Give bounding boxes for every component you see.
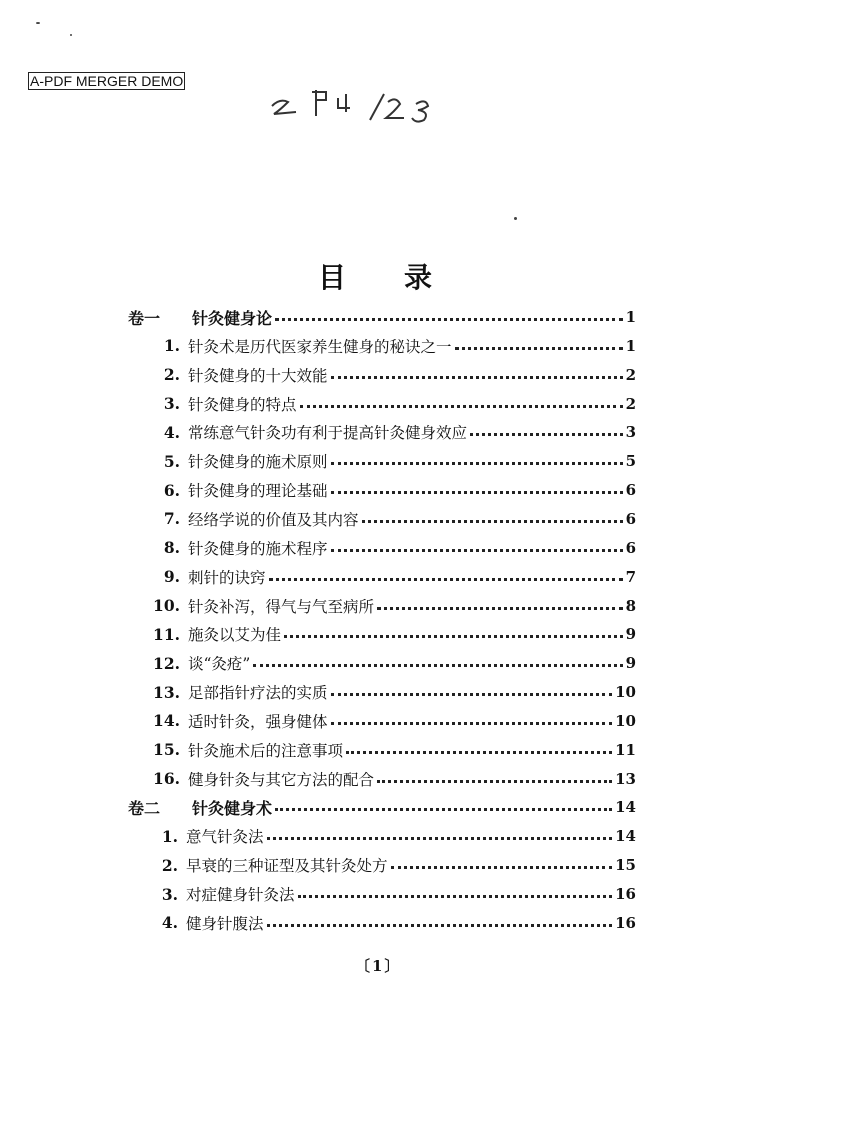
toc-entry-page: 9 bbox=[625, 625, 636, 644]
toc-entry-label: 施灸以艾为佳 bbox=[188, 626, 282, 645]
toc-entry-number: 8. bbox=[163, 538, 180, 558]
speck bbox=[514, 217, 517, 220]
toc-entry-row bbox=[132, 709, 636, 733]
toc-entry-label: 针灸健身论 bbox=[192, 308, 273, 328]
toc-entry-page: 16 bbox=[615, 885, 636, 903]
toc-entry-page: 2 bbox=[625, 394, 636, 413]
toc-dot-leader bbox=[362, 507, 623, 531]
toc-dot-leader bbox=[275, 305, 623, 329]
toc-entry-page: 1 bbox=[625, 336, 636, 355]
toc-entry-row bbox=[132, 334, 636, 358]
toc-entry-number: 9. bbox=[163, 567, 180, 587]
toc-entry-label: 早衰的三种证型及其针灸处方 bbox=[186, 857, 388, 876]
toc-volume-row bbox=[128, 305, 636, 329]
toc-entry-number: 7. bbox=[163, 509, 180, 529]
toc-dot-leader bbox=[331, 363, 623, 387]
toc-entry-row bbox=[132, 680, 636, 704]
toc-entry-number: 3. bbox=[161, 884, 178, 904]
toc-dot-leader bbox=[331, 680, 613, 704]
toc-entry-number: 卷二 bbox=[128, 798, 161, 818]
toc-dot-leader bbox=[470, 420, 623, 444]
toc-entry-label: 常练意气针灸功有利于提高针灸健身效应 bbox=[188, 424, 468, 443]
toc-entry-number: 13. bbox=[153, 682, 180, 702]
toc-entry-label: 针灸健身的十大效能 bbox=[188, 366, 328, 385]
toc-entry-number: 1. bbox=[163, 336, 180, 356]
toc-entry-number: 4. bbox=[163, 422, 180, 442]
toc-entry-page: 9 bbox=[625, 654, 636, 673]
toc-dot-leader bbox=[377, 594, 623, 618]
toc-entry-label: 适时针灸，强身健体 bbox=[188, 712, 328, 731]
toc-entry-page: 13 bbox=[615, 769, 636, 788]
toc-entry-row bbox=[132, 507, 636, 531]
toc-entry-label: 对症健身针灸法 bbox=[186, 886, 295, 904]
toc-entry-number: 4. bbox=[161, 913, 178, 933]
toc-entry-row bbox=[140, 911, 636, 935]
toc-entry-label: 针灸健身的理论基础 bbox=[188, 482, 328, 501]
toc-entry-row bbox=[132, 594, 636, 618]
toc-entry-label: 针灸施术后的注意事项 bbox=[188, 741, 344, 760]
toc-entry-page: 11 bbox=[615, 740, 636, 759]
toc-entry-label: 谈“灸疮” bbox=[188, 655, 251, 674]
toc-dot-leader bbox=[275, 795, 612, 819]
toc-entry-row bbox=[132, 536, 636, 560]
toc-dot-leader bbox=[331, 478, 623, 502]
toc-dot-leader bbox=[284, 622, 623, 646]
toc-dot-leader bbox=[331, 709, 613, 733]
toc-entry-row bbox=[140, 882, 636, 906]
toc-dot-leader bbox=[331, 536, 623, 560]
toc-volume-row bbox=[128, 795, 636, 819]
toc-entry-page: 10 bbox=[615, 683, 636, 702]
toc-title-first: 目 bbox=[318, 261, 347, 294]
speck bbox=[36, 22, 40, 24]
toc-entry-label: 意气针灸法 bbox=[186, 828, 264, 847]
toc-entry-page: 10 bbox=[615, 711, 636, 730]
toc-entry-number: 11. bbox=[153, 624, 180, 644]
toc-dot-leader bbox=[269, 565, 623, 589]
toc-entry-number: 14. bbox=[153, 711, 180, 731]
toc-entry-page: 6 bbox=[625, 481, 636, 500]
toc-entry-page: 16 bbox=[615, 913, 636, 932]
toc-dot-leader bbox=[298, 882, 613, 906]
toc-entry-row bbox=[132, 478, 636, 502]
speck bbox=[70, 34, 72, 36]
toc-entry-row bbox=[132, 449, 636, 473]
toc-dot-leader bbox=[331, 449, 623, 473]
toc-entry-label: 针灸补泻，得气与气至病所 bbox=[188, 597, 375, 616]
toc-entry-number: 6. bbox=[163, 480, 180, 500]
toc-entry-number: 10. bbox=[153, 596, 180, 615]
toc-entry-row bbox=[132, 767, 636, 791]
toc-entry-label: 经络学说的价值及其内容 bbox=[188, 510, 359, 529]
toc-entry-page: 5 bbox=[625, 452, 636, 471]
toc-dot-leader bbox=[391, 853, 613, 877]
toc-entry-page: 7 bbox=[625, 567, 636, 586]
toc-dot-leader bbox=[377, 767, 612, 791]
toc-entry-label: 针灸健身的施术原则 bbox=[188, 453, 328, 472]
toc-entry-row bbox=[140, 824, 636, 848]
toc-entry-label: 足部指针疗法的实质 bbox=[188, 684, 328, 703]
toc-dot-leader bbox=[300, 392, 623, 416]
toc-entry-page: 14 bbox=[615, 798, 636, 817]
toc-entry-page: 3 bbox=[625, 423, 636, 442]
toc-entry-row bbox=[132, 363, 636, 387]
toc-entry-number: 3. bbox=[163, 394, 180, 414]
toc-entry-row bbox=[132, 420, 636, 444]
toc-entry-label: 刺针的诀窍 bbox=[188, 568, 266, 587]
toc-entry-row bbox=[140, 853, 636, 877]
toc-title bbox=[318, 256, 432, 296]
toc-entry-label: 针灸术是历代医家养生健身的秘诀之一 bbox=[188, 337, 452, 356]
toc-entry-number: 5. bbox=[163, 451, 180, 471]
watermark-label: A-PDF MERGER DEMO bbox=[30, 73, 184, 89]
toc-entry-number: 2. bbox=[163, 365, 180, 385]
toc-entry-label: 健身针灸与其它方法的配合 bbox=[188, 770, 375, 789]
page-number: 〔1〕 bbox=[355, 957, 402, 975]
toc-entry-number: 16. bbox=[153, 769, 180, 789]
toc-dot-leader bbox=[267, 911, 613, 935]
toc-entry-label: 针灸健身术 bbox=[192, 798, 273, 818]
toc-entry-label: 健身针腹法 bbox=[186, 914, 264, 933]
toc-entry-page: 14 bbox=[615, 827, 636, 846]
toc-entry-page: 6 bbox=[625, 538, 636, 557]
toc-entry-number: 1. bbox=[161, 826, 178, 846]
toc-entry-row bbox=[132, 565, 636, 589]
toc-dot-leader bbox=[346, 738, 612, 762]
toc-entry-page: 15 bbox=[615, 856, 636, 875]
toc-entry-page: 8 bbox=[625, 596, 636, 615]
toc-entry-row bbox=[132, 738, 636, 762]
handwritten-mark bbox=[266, 80, 446, 126]
toc-dot-leader bbox=[267, 824, 613, 848]
toc-entry-number: 卷一 bbox=[128, 308, 161, 328]
toc-entry-label: 针灸健身的特点 bbox=[188, 395, 297, 414]
toc-title-second: 录 bbox=[404, 261, 433, 294]
toc-entry-number: 12. bbox=[153, 653, 180, 673]
toc-entry-number: 2. bbox=[161, 855, 178, 875]
toc-entry-row bbox=[132, 392, 636, 416]
toc-entry-row bbox=[132, 651, 636, 675]
toc-entry-number: 15. bbox=[153, 740, 180, 760]
toc-dot-leader bbox=[253, 651, 622, 675]
toc-entry-page: 1 bbox=[625, 308, 636, 326]
toc-entry-row bbox=[132, 622, 636, 646]
toc-entry-page: 2 bbox=[625, 365, 636, 384]
toc-dot-leader bbox=[455, 334, 623, 358]
toc-entry-page: 6 bbox=[625, 509, 636, 528]
toc-entry-label: 针灸健身的施术程序 bbox=[188, 539, 328, 558]
